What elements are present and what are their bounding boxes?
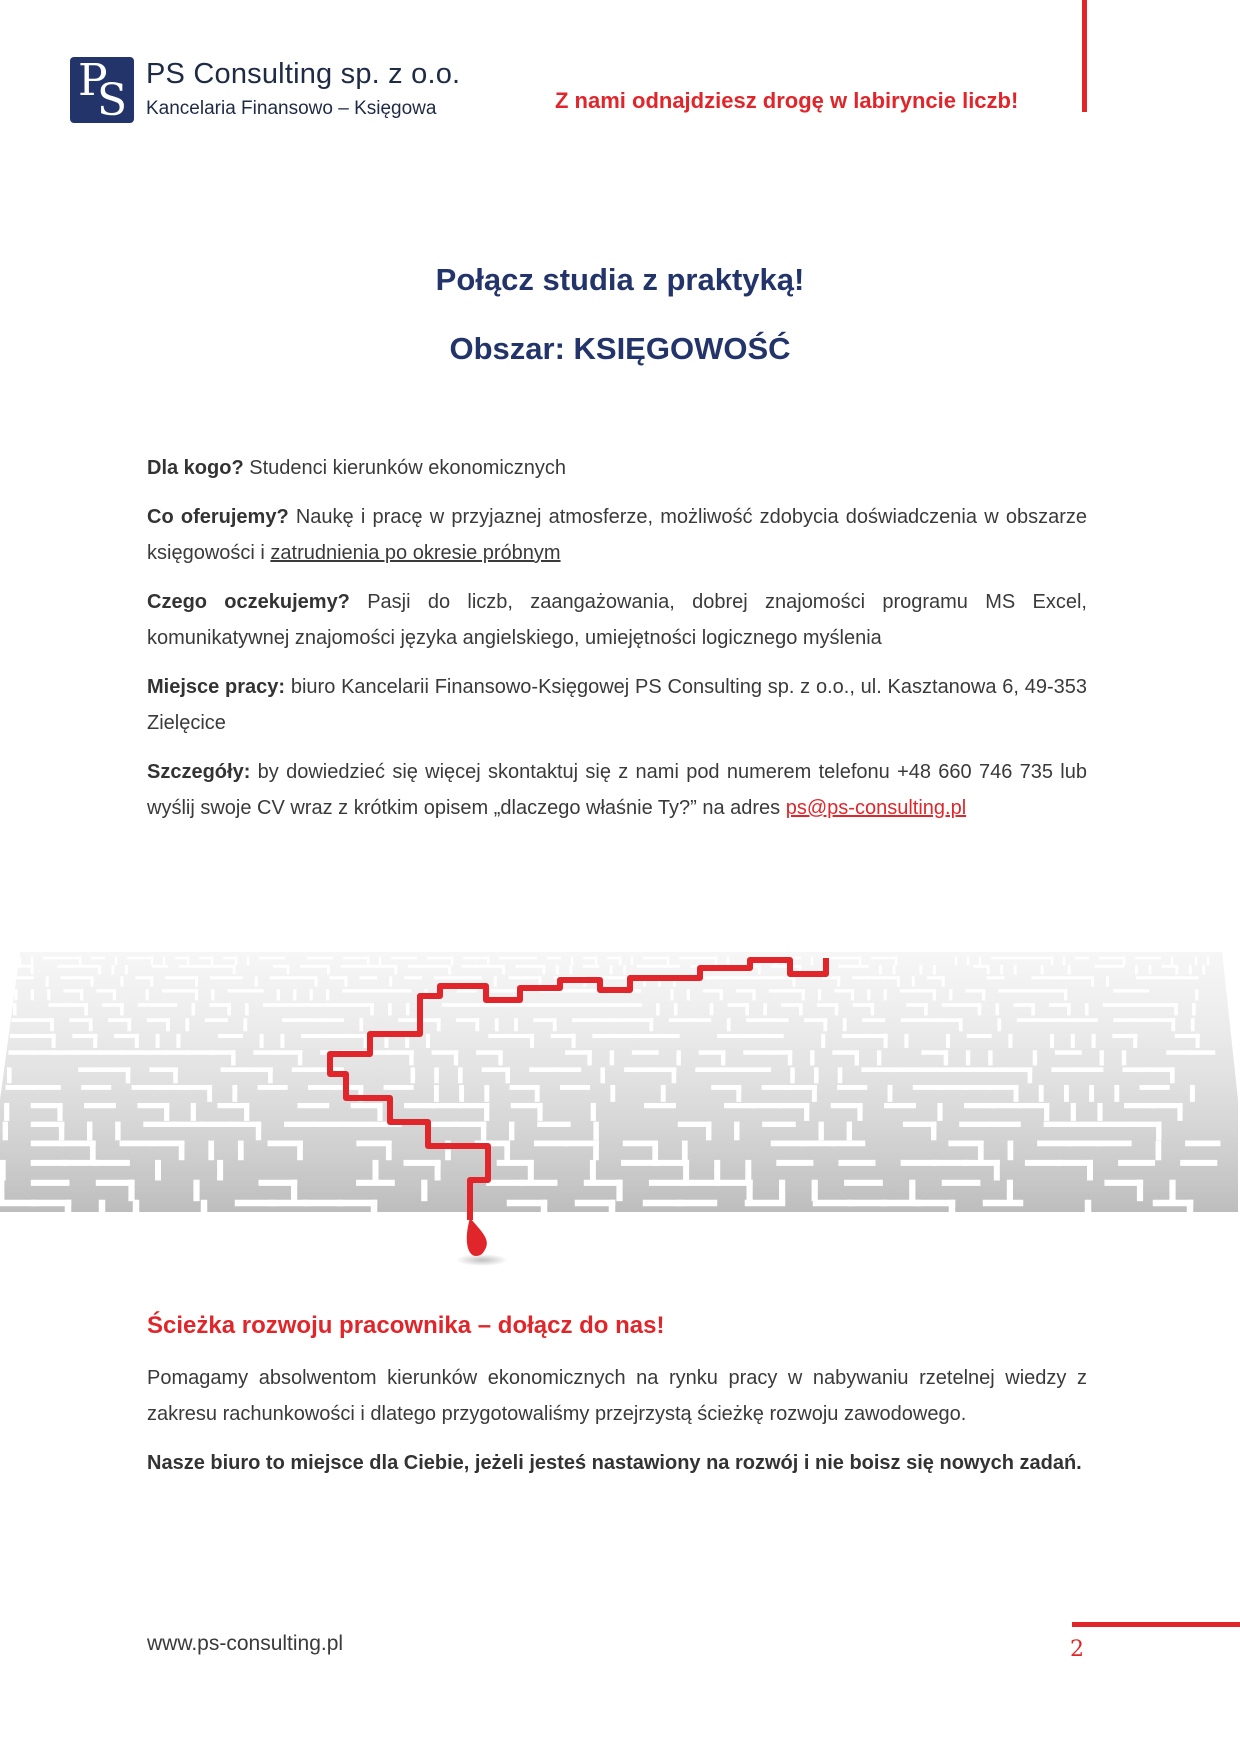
we-offer-underlined: zatrudnienia po okresie próbnym	[270, 542, 561, 564]
footer-accent-line	[1072, 1622, 1240, 1627]
slogan: Z nami odnajdziesz drogę w labiryncie liczb!	[555, 88, 1019, 113]
logo-letter-s: S	[97, 75, 128, 126]
offer-details	[147, 450, 1087, 839]
workplace-label: Miejsce pracy:	[147, 676, 286, 698]
header-accent-line	[1082, 0, 1087, 112]
for-whom-label: Dla kogo?	[147, 457, 244, 479]
email-link[interactable]: ps@ps-consulting.pl	[785, 797, 967, 819]
we-offer-text: Naukę i pracę w przyjaznej atmosferze, możliwość zdobycia doświadczenia w obszarze księgowości i	[147, 506, 1087, 564]
details-label: Szczegóły:	[147, 761, 251, 783]
development-paragraph: Pomagamy absolwentom kierunków ekonomicznych na rynku pracy w nabywaniu rzetelnej wiedzy z zakresu rachunkowości i dlatego przygotowaliśmy przejrzystą ścieżkę rozwoju zawodowego.	[147, 1367, 1087, 1425]
we-expect-text: Pasji do liczb, zaangażowania, dobrej znajomości programu MS Excel, komunikatywnej znajomości języka angielskiego, umiejętności logicznego myślenia	[147, 591, 1087, 649]
logo-letter-p: P	[78, 55, 108, 106]
for-whom-text: Studenci kierunków ekonomicznych	[243, 457, 567, 479]
development-closing-text: Nasze biuro to miejsce dla Ciebie, jeżeli jesteś nastawiony na rozwój i nie boisz się nowych zadań.	[147, 1452, 1082, 1474]
details-paragraph	[147, 754, 1087, 826]
development-section	[147, 1360, 1087, 1494]
for-whom-paragraph	[147, 450, 1087, 486]
development-closing	[147, 1445, 1087, 1481]
page-title: Połącz studia z praktyką!	[435, 262, 805, 297]
footer-website[interactable]: www.ps-consulting.pl	[147, 1632, 344, 1655]
workplace-paragraph	[147, 669, 1087, 741]
logo	[70, 55, 134, 126]
details-text: by dowiedzieć się więcej skontaktuj się z nami pod numerem telefonu +48 660 746 735 lub wyślij swoje CV wraz z krótkim opisem „dlaczego właśnie Ty?” na adres	[147, 761, 1087, 819]
we-offer-label: Co oferujemy?	[147, 506, 289, 528]
development-heading: Ścieżka rozwoju pracownika – dołącz do nas!	[147, 1312, 665, 1339]
maze-with-red-path-icon	[0, 950, 1240, 1270]
maze-image	[0, 950, 1240, 1270]
page-subtitle: Obszar: KSIĘGOWOŚĆ	[449, 331, 791, 366]
company-name: PS Consulting sp. z o.o.	[146, 58, 461, 90]
pin-shadow	[456, 1254, 508, 1266]
workplace-text: biuro Kancelarii Finansowo-Księgowej PS Consulting sp. z o.o., ul. Kasztanowa 6, 49-353 Zielęcice	[147, 676, 1088, 734]
we-expect-paragraph	[147, 584, 1087, 656]
we-offer-paragraph	[147, 499, 1087, 571]
we-expect-label: Czego oczekujemy?	[147, 591, 350, 613]
company-subtitle: Kancelaria Finansowo – Księgowa	[146, 98, 437, 119]
page-number: 2	[1070, 1637, 1084, 1662]
path-end-pin	[467, 1218, 487, 1256]
